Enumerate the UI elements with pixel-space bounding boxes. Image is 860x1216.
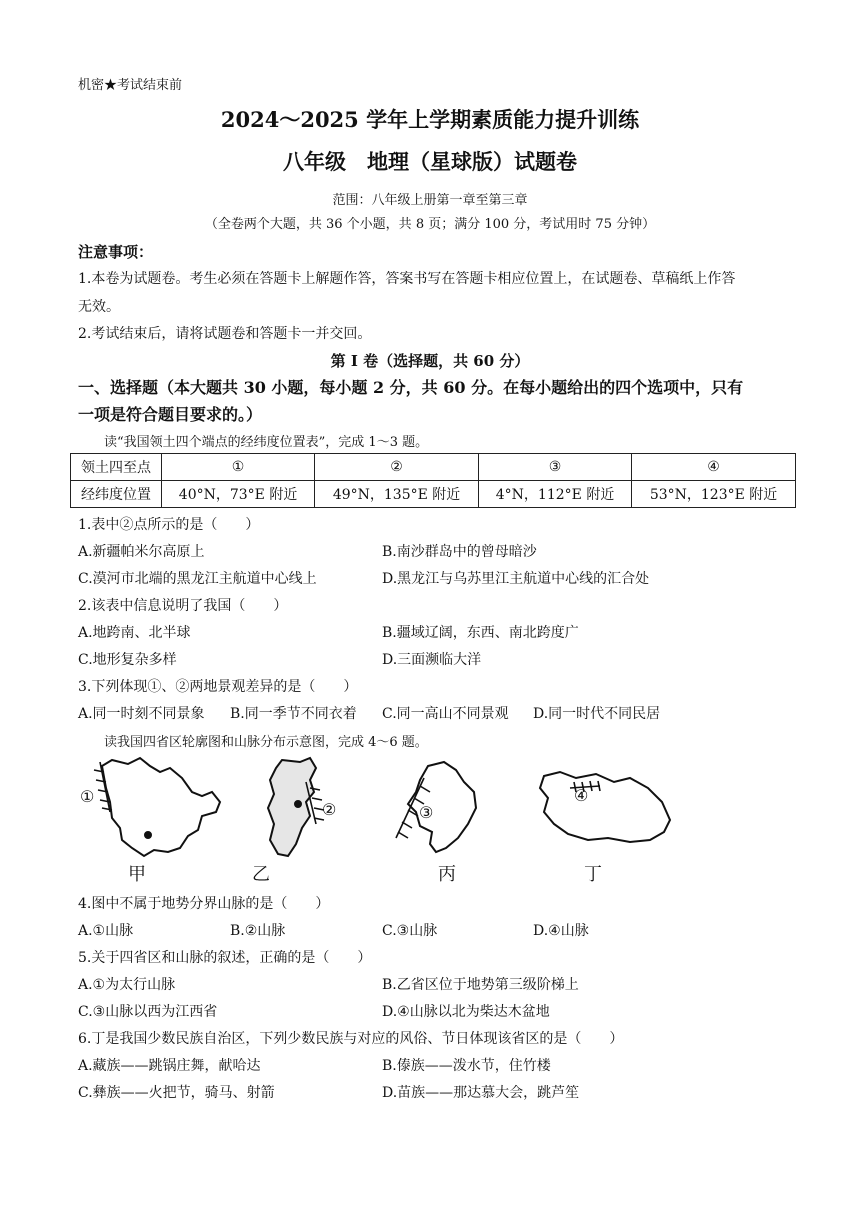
- q3-option-c[interactable]: C.同一高山不同景观: [382, 706, 509, 722]
- q5-option-a[interactable]: A.①为太行山脉: [78, 977, 176, 993]
- table-cell: ①: [162, 454, 315, 481]
- table-cell: ④: [632, 454, 796, 481]
- q6-option-d[interactable]: D.苗族——那达慕大会，跳芦笙: [382, 1085, 580, 1101]
- notice-item-2: 2.考试结束后，请将试题卷和答题卡一并交回。: [78, 326, 372, 342]
- q5-option-d[interactable]: D.④山脉以北为柴达木盆地: [382, 1004, 550, 1020]
- notice-heading: 注意事项：: [78, 243, 154, 261]
- table-cell: ②: [315, 454, 479, 481]
- table-cell: 40°N，73°E 附近: [162, 481, 315, 508]
- table-row: [71, 454, 796, 481]
- q3-option-d[interactable]: D.同一时代不同民居: [533, 706, 661, 722]
- q3-stem: 3.下列体现①、②两地景观差异的是（ ）: [78, 679, 358, 695]
- province-outline-map: [70, 752, 800, 887]
- notice-item-1-cont: 无效。: [78, 299, 120, 315]
- exam-scope: 范围：八年级上册第一章至第三章: [332, 193, 528, 208]
- intro-1-3: 读“我国领土四个端点的经纬度位置表”，完成 1～3 题。: [104, 435, 429, 450]
- label-ding: 丁: [584, 864, 602, 885]
- table-cell: 经纬度位置: [71, 481, 162, 508]
- part1-heading: 第 I 卷（选择题，共 60 分）: [330, 352, 530, 370]
- table-row: [71, 481, 796, 508]
- table-cell: 领土四至点: [71, 454, 162, 481]
- q5-option-b[interactable]: B.乙省区位于地势第三级阶梯上: [382, 977, 579, 993]
- q4-option-d[interactable]: D.④山脉: [533, 923, 589, 939]
- section-heading: 一、选择题（本大题共 30 小题，每小题 2 分，共 60 分。在每小题给出的四个选项中，只有: [78, 378, 744, 397]
- q2-option-a[interactable]: A.地跨南、北半球: [78, 625, 191, 641]
- label-bing: 丙: [438, 864, 456, 885]
- q2-option-d[interactable]: D.三面濒临大洋: [382, 652, 482, 668]
- exam-subtitle: 八年级 地理（星球版）试题卷: [283, 149, 577, 174]
- section-heading-cont: 一项是符合题目要求的。）: [78, 405, 263, 424]
- q5-stem: 5.关于四省区和山脉的叙述，正确的是（ ）: [78, 950, 372, 966]
- table-cell: 53°N，123°E 附近: [632, 481, 796, 508]
- q4-option-a[interactable]: A.①山脉: [78, 923, 134, 939]
- province-yi-outline: [268, 758, 316, 856]
- q6-stem: 6.丁是我国少数民族自治区，下列少数民族与对应的风俗、节日体现该省区的是（ ）: [78, 1031, 624, 1047]
- q1-option-a[interactable]: A.新疆帕米尔高原上: [78, 544, 205, 560]
- q1-option-d[interactable]: D.黑龙江与乌苏里江主航道中心线的汇合处: [382, 571, 650, 587]
- q6-option-a[interactable]: A.藏族——跳锅庄舞，献哈达: [78, 1058, 261, 1074]
- q4-stem: 4.图中不属于地势分界山脉的是（ ）: [78, 896, 330, 912]
- label-yi: 乙: [252, 864, 270, 885]
- q4-option-b[interactable]: B.②山脉: [230, 923, 286, 939]
- marker-4: ④: [574, 786, 589, 805]
- table-cell: 4°N，112°E 附近: [478, 481, 631, 508]
- q1-option-b[interactable]: B.南沙群岛中的曾母暗沙: [382, 544, 537, 560]
- q1-option-c[interactable]: C.漠河市北端的黑龙江主航道中心线上: [78, 571, 317, 587]
- intro-4-6: 读我国四省区轮廓图和山脉分布示意图，完成 4～6 题。: [104, 735, 428, 750]
- marker-1: ①: [80, 787, 95, 806]
- q2-option-c[interactable]: C.地形复杂多样: [78, 652, 177, 668]
- q4-option-c[interactable]: C.③山脉: [382, 923, 438, 939]
- notice-item-1: 1.本卷为试题卷。考生必须在答题卡上解题作答，答案书写在答题卡相应位置上，在试题卷、草稿纸上作答: [78, 271, 736, 287]
- position-table: [70, 453, 796, 508]
- q6-option-b[interactable]: B.傣族——泼水节，住竹楼: [382, 1058, 551, 1074]
- marker-2: ②: [322, 800, 337, 819]
- province-jia-outline: [102, 758, 220, 856]
- marker-3: ③: [419, 803, 434, 822]
- label-jia: 甲: [128, 864, 146, 885]
- q3-option-a[interactable]: A.同一时刻不同景象: [78, 706, 205, 722]
- exam-title: 2024～2025 学年上学期素质能力提升训练: [220, 107, 640, 132]
- q6-option-c[interactable]: C.彝族——火把节，骑马、射箭: [78, 1085, 275, 1101]
- q2-option-b[interactable]: B.疆域辽阔，东西、南北跨度广: [382, 625, 579, 641]
- q3-option-b[interactable]: B.同一季节不同衣着: [230, 706, 357, 722]
- q5-option-c[interactable]: C.③山脉以西为江西省: [78, 1004, 218, 1020]
- table-cell: ③: [478, 454, 631, 481]
- secret-label: 机密★考试结束前: [78, 78, 183, 93]
- q1-stem: 1.表中②点所示的是（ ）: [78, 517, 260, 533]
- province-ding-outline: [540, 772, 670, 842]
- q2-stem: 2.该表中信息说明了我国（ ）: [78, 598, 288, 614]
- table-cell: 49°N，135°E 附近: [315, 481, 479, 508]
- exam-info: （全卷两个大题，共 36 个小题，共 8 页；满分 100 分，考试用时 75 分钟）: [204, 217, 656, 232]
